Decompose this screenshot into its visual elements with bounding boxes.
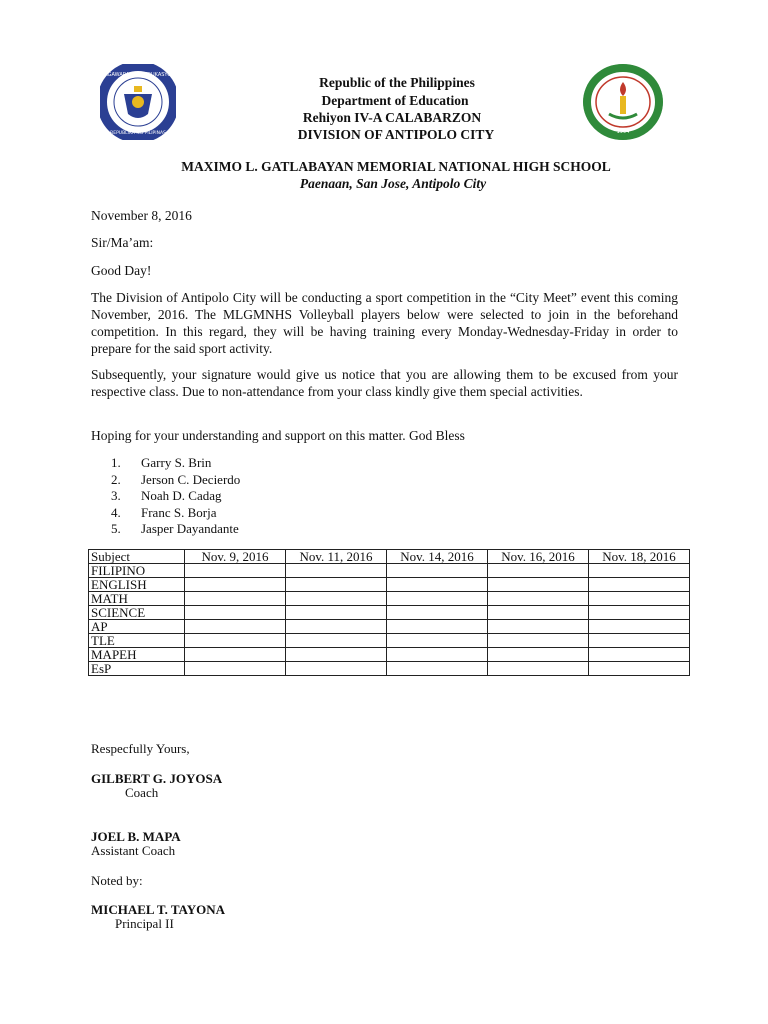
signature-cell[interactable] bbox=[286, 648, 387, 662]
player-name: Garry S. Brin bbox=[141, 455, 212, 470]
signature-cell[interactable] bbox=[286, 606, 387, 620]
principal-name: MICHAEL T. TAYONA bbox=[91, 902, 226, 917]
letter-salutation: Sir/Ma’am: bbox=[91, 235, 154, 250]
noted-by-label: Noted by: bbox=[91, 873, 143, 888]
table-row bbox=[89, 606, 690, 620]
signature-cell[interactable] bbox=[387, 606, 488, 620]
table-header-cell: Nov. 14, 2016 bbox=[387, 550, 488, 564]
school-address: Paenaan, San Jose, Antipolo City bbox=[299, 176, 487, 191]
signature-cell[interactable] bbox=[589, 606, 690, 620]
signature-cell[interactable] bbox=[387, 634, 488, 648]
signature-cell[interactable] bbox=[185, 606, 286, 620]
signature-cell[interactable] bbox=[185, 634, 286, 648]
players-list bbox=[91, 455, 240, 538]
list-item: 4. Franc S. Borja bbox=[111, 504, 217, 520]
letter-paragraph-3: Hoping for your understanding and support on this matter. God Bless bbox=[91, 428, 465, 443]
coach-name: GILBERT G. JOYOSA bbox=[91, 771, 223, 786]
table-row bbox=[89, 620, 690, 634]
signature-cell[interactable] bbox=[488, 648, 589, 662]
table-row bbox=[89, 662, 690, 676]
table-header-cell: Nov. 16, 2016 bbox=[488, 550, 589, 564]
signature-cell[interactable] bbox=[488, 564, 589, 578]
signature-cell[interactable] bbox=[589, 592, 690, 606]
table-row bbox=[89, 592, 690, 606]
subject-cell: MAPEH bbox=[89, 648, 185, 662]
table-row bbox=[89, 564, 690, 578]
signature-cell[interactable] bbox=[387, 592, 488, 606]
principal-title: Principal II bbox=[115, 916, 174, 931]
signature-cell[interactable] bbox=[185, 648, 286, 662]
list-item: 5. Jasper Dayandante bbox=[111, 521, 239, 536]
header-republic: Republic of the Philippines bbox=[319, 75, 475, 90]
signature-cell[interactable] bbox=[488, 620, 589, 634]
signature-cell[interactable] bbox=[387, 648, 488, 662]
player-name: Franc S. Borja bbox=[141, 504, 217, 520]
signature-cell[interactable] bbox=[286, 578, 387, 592]
list-item: 1. Garry S. Brin bbox=[111, 455, 212, 470]
valediction: Respecfully Yours, bbox=[91, 741, 190, 756]
letter-date: November 8, 2016 bbox=[91, 208, 192, 223]
signature-cell[interactable] bbox=[589, 662, 690, 676]
letter-paragraph-1: The Division of Antipolo City will be conducting a sport competition in the “City Meet” event this coming November, 2016. The MLGMNHS Volleyball players below were selected to join in the beforehand competition. In this regard, they will be having training every Monday-Wednesday-Friday in order to prepare for the said sport activity. bbox=[91, 290, 678, 356]
signature-cell[interactable] bbox=[185, 564, 286, 578]
header-region: Rehiyon IV-A CALABARZON bbox=[302, 110, 482, 125]
signature-cell[interactable] bbox=[387, 564, 488, 578]
letter-paragraph-2: Subsequently, your signature would give us notice that you are allowing them to be excused from your respective class. Due to non-attendance from your class kindly give them special activities. bbox=[91, 367, 678, 399]
signature-cell[interactable] bbox=[387, 620, 488, 634]
signature-cell[interactable] bbox=[286, 564, 387, 578]
header-department: Department of Education bbox=[321, 93, 469, 108]
player-name: Jerson C. Decierdo bbox=[141, 471, 241, 487]
subject-cell: MATH bbox=[89, 592, 185, 606]
school-name: MAXIMO L. GATLABAYAN MEMORIAL NATIONAL HIGH SCHOOL bbox=[181, 159, 611, 174]
signature-cell[interactable] bbox=[387, 578, 488, 592]
signature-cell[interactable] bbox=[185, 620, 286, 634]
list-item: 2. Jerson C. Decierdo bbox=[111, 471, 241, 487]
assistant-coach-title: Assistant Coach bbox=[91, 843, 176, 858]
signature-cell[interactable] bbox=[286, 592, 387, 606]
signature-cell[interactable] bbox=[488, 578, 589, 592]
subject-cell: AP bbox=[89, 620, 185, 634]
signature-cell[interactable] bbox=[286, 634, 387, 648]
signature-cell[interactable] bbox=[589, 648, 690, 662]
table-header-row bbox=[89, 550, 690, 564]
signature-cell[interactable] bbox=[387, 662, 488, 676]
signature-cell[interactable] bbox=[589, 634, 690, 648]
table-row bbox=[89, 648, 690, 662]
signature-cell[interactable] bbox=[488, 592, 589, 606]
signature-cell[interactable] bbox=[488, 662, 589, 676]
subject-cell: EsP bbox=[89, 662, 185, 676]
signature-cell[interactable] bbox=[488, 606, 589, 620]
signature-cell[interactable] bbox=[286, 620, 387, 634]
subject-cell: TLE bbox=[89, 634, 185, 648]
seal-text: KAGAWARAN NG EDUKASYON bbox=[101, 72, 175, 78]
signature-cell[interactable] bbox=[286, 662, 387, 676]
header-division: DIVISION OF ANTIPOLO CITY bbox=[297, 127, 495, 142]
player-name: Jasper Dayandante bbox=[141, 521, 239, 536]
player-name: Noah D. Cadag bbox=[141, 488, 222, 503]
signature-cell[interactable] bbox=[589, 620, 690, 634]
subject-cell: FILIPINO bbox=[89, 564, 185, 578]
table-header-cell: Nov. 9, 2016 bbox=[185, 550, 286, 564]
letter-greeting: Good Day! bbox=[91, 263, 152, 278]
subject-cell: ENGLISH bbox=[89, 578, 185, 592]
signature-cell[interactable] bbox=[185, 592, 286, 606]
assistant-coach-name: JOEL B. MAPA bbox=[91, 829, 181, 844]
table-header-cell: Subject bbox=[89, 550, 185, 564]
schedule-table bbox=[88, 549, 690, 676]
table-row bbox=[89, 578, 690, 592]
table-header-cell: Nov. 18, 2016 bbox=[589, 550, 690, 564]
signature-cell[interactable] bbox=[589, 578, 690, 592]
list-item: 3. Noah D. Cadag bbox=[111, 488, 222, 503]
coach-title: Coach bbox=[125, 785, 159, 800]
signature-cell[interactable] bbox=[589, 564, 690, 578]
subject-cell: SCIENCE bbox=[89, 606, 185, 620]
signature-cell[interactable] bbox=[185, 578, 286, 592]
seal-subtext: REPUBLIKA NG PILIPINAS bbox=[110, 131, 166, 136]
signature-cell[interactable] bbox=[488, 634, 589, 648]
signature-cell[interactable] bbox=[185, 662, 286, 676]
table-header-cell: Nov. 11, 2016 bbox=[286, 550, 387, 564]
table-row bbox=[89, 634, 690, 648]
seal-year: 1994 bbox=[616, 129, 630, 135]
